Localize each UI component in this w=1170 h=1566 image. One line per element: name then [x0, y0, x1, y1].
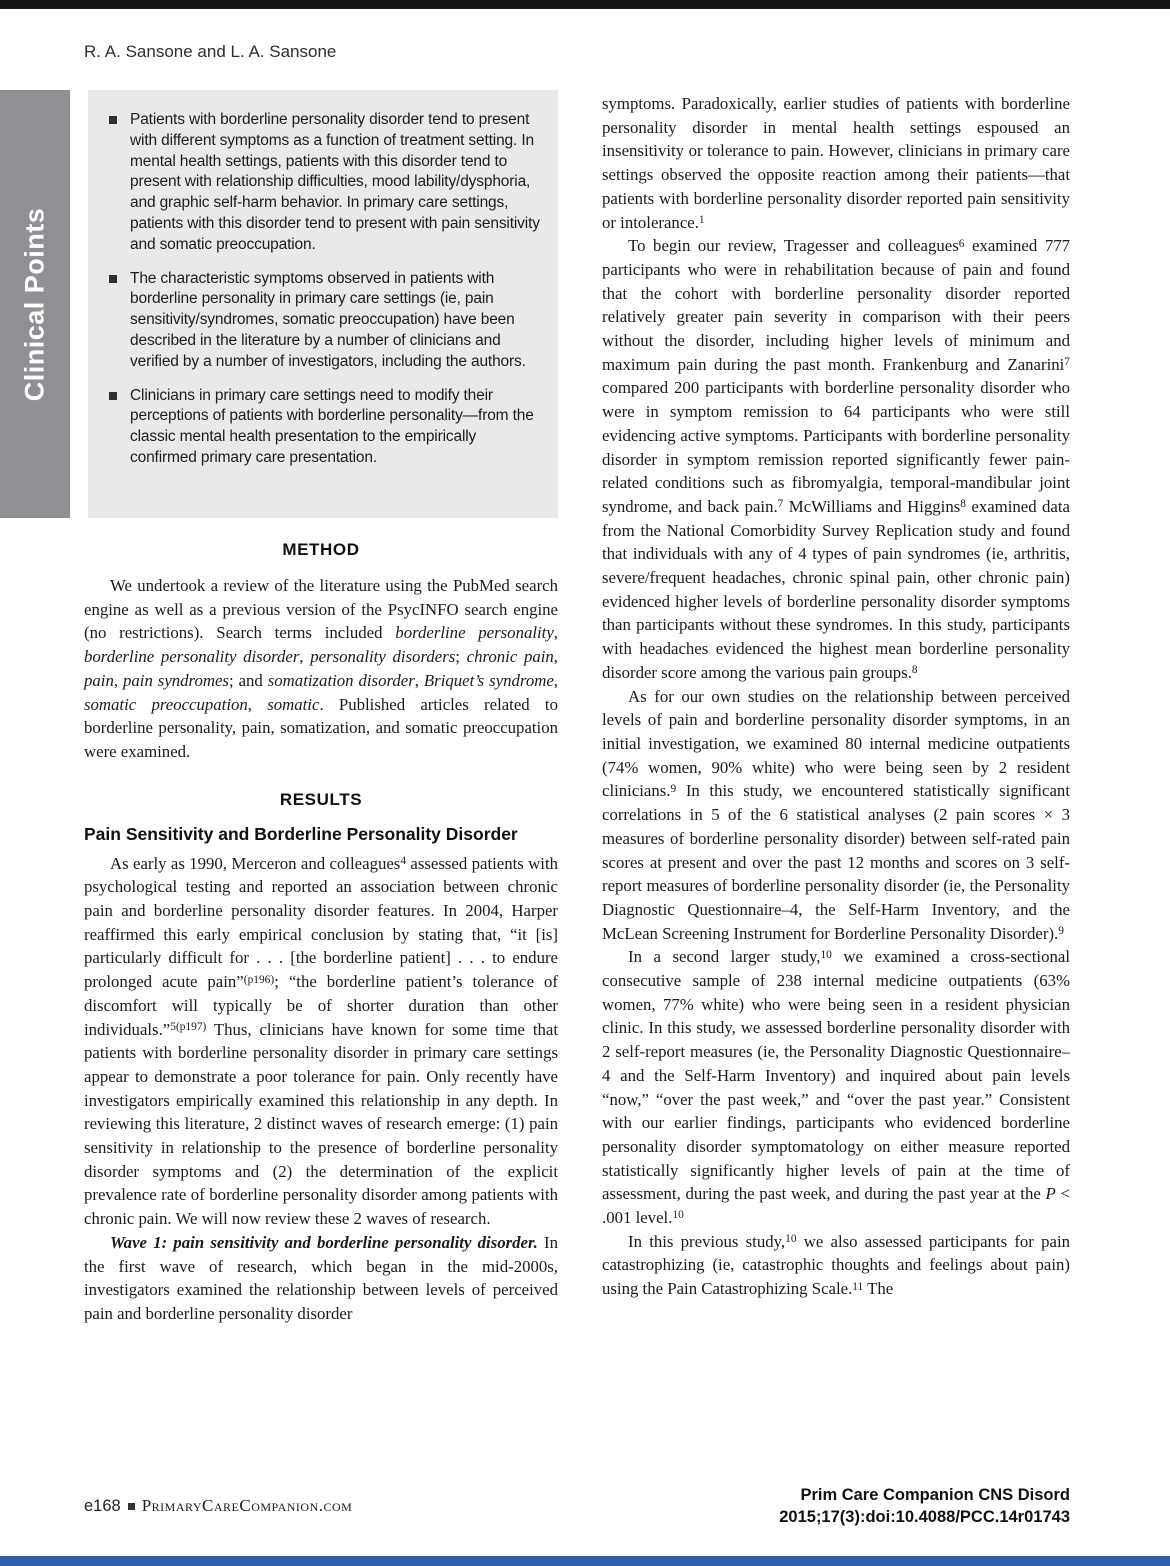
clinical-point-item — [108, 110, 540, 256]
right-paragraph-3: As for our own studies on the relationship between perceived levels of pain and borderline personality disorder symptoms, in an initial investigation, we examined 80 internal medicine outpatients (74% women, 90% white) who were being seen by 2 resident clinicians.$^9$ In this study, we encountered statistically significant correlations in 5 of the 6 statistical analyses (2 pain scores × 3 measures of borderline personality disorder) between self-rated pain scores at present and over the past 12 months and scores on 3 self-report measures of borderline personality disorder (ie, the Personality Diagnostic Questionnaire–4, the Self-Harm Inventory, and the McLean Screening Instrument for Borderline Personality Disorder).$^9$ — [602, 686, 1070, 943]
top-bar — [0, 0, 1170, 9]
right-paragraph-1: symptoms. Paradoxically, earlier studies of patients with borderline personality disorder in mental health settings espoused an insensitivity or tolerance to pain. However, clinicians in primary care settings observed the opposite reaction among their patients—that patients with borderline personality disorder reported pain sensitivity or intolerance.$^1$ — [602, 94, 1070, 232]
bullet-square-icon — [109, 116, 117, 124]
page-number: e168 — [84, 1496, 121, 1515]
clinical-point-text: Patients with borderline personality disorder tend to present with different symptoms as a function of treatment setting. In mental health settings, patients with this disorder tend to present with relationship difficulties, mood lability/dysphoria, and graphic self-harm behavior. In primary care settings, patients with this disorder tend to present with pain sensitivity and somatic preoccupation. — [130, 111, 540, 253]
clinical-point-item — [108, 386, 540, 469]
bullet-square-icon — [109, 275, 117, 283]
method-heading: METHOD — [282, 540, 360, 559]
clinical-point-text: Clinicians in primary care settings need to modify their perceptions of patients with borderline personality—from the classic mental health presentation to the empirically confirmed primary care presentation. — [130, 386, 534, 466]
clinical-points-tab — [0, 90, 70, 518]
results-subheading: Pain Sensitivity and Borderline Personality Disorder — [84, 823, 518, 844]
results-paragraph-1: As early as 1990, Merceron and colleagues$^4$ assessed patients with psychological testing and reported an association between chronic pain and borderline personality disorder features. In 2004, Harper reaffirmed this early empirical conclusion by stating that, “it [is] particularly difficult for . . . [the borderline patient] . . . to endure prolonged acute pain”$^{(p196)}$; “the borderline patient’s tolerance of discomfort will typically be of shorter duration than other individuals.”$^{5(p197)}$ Thus, clinicians have known for some time that patients with borderline personality disorder in primary care settings appear to demonstrate a poor tolerance for pain. Only recently have investigators empirically examined this relationship in any depth. In reviewing this literature, 2 distinct waves of research emerge: (1) pain sensitivity in relationship to the presence of borderline personality disorder symptoms and (2) the determination of the explicit prevalence rate of borderline personality disorder among patients with chronic pain. We will now review these 2 waves of research. — [84, 853, 559, 1229]
bullet-square-icon — [109, 392, 117, 400]
square-bullet-icon — [128, 1503, 135, 1510]
right-paragraph-5: In this previous study,$^{10}$ we also assessed participants for pain catastrophizing (ie, catastrophic thoughts and feelings about pain) using the Pain Catastrophizing Scale.$^{11}$ The — [602, 1231, 1070, 1299]
clinical-points-tab-label: Clinical Points — [19, 207, 50, 401]
footer-left — [84, 1496, 352, 1516]
clinical-points-list — [108, 110, 540, 469]
wave1-paragraph: Wave 1: pain sensitivity and borderline personality disorder. In the first wave of research, which began in the mid-2000s, investigators examined the relationship between levels of perceived pain and borderline personality disorder — [84, 1232, 558, 1323]
journal-name: Prim Care Companion CNS Disord — [800, 1486, 1070, 1504]
results-heading: RESULTS — [279, 789, 363, 809]
clinical-point-item — [108, 269, 540, 373]
clinical-point-text: The characteristic symptoms observed in patients with borderline personality in primary care settings (ie, pain sensitivity/syndromes, somatic preoccupation) have been described in the literature by a number of clinicians and verified by a number of investigators, including the authors. — [130, 269, 526, 370]
journal-citation: 2015;17(3):doi:10.4088/PCC.14r01743 — [779, 1508, 1070, 1526]
bottom-bar — [0, 1556, 1170, 1566]
right-paragraph-4: In a second larger study,$^{10}$ we examined a cross-sectional consecutive sample of 238 internal medicine outpatients (63% women, 77% white) who were being seen in a resident physician clinic. In this study, we assessed borderline personality disorder with 2 self-report measures (ie, the Personality Diagnostic Questionnaire–4 and the Self-Harm Inventory) and inquired about pain levels “now,” “over the past week,” and “over the past year.” Consistent with our earlier findings, participants who evidenced borderline personality disorder symptomatology on either measure reported statistically significantly higher levels of pain at the time of assessment, during the past week, and during the past year at the P < .001 level.$^{10}$ — [602, 947, 1070, 1228]
journal-website-link[interactable]: PrimaryCareCompanion.com — [141, 1496, 353, 1515]
running-header: R. A. Sansone and L. A. Sansone — [84, 42, 337, 61]
left-column — [84, 540, 558, 1326]
method-paragraph: We undertook a review of the literature using the PubMed search engine as well as a previous version of the PsycINFO search engine (no restrictions). Search terms included borderline personality, borderline personality disorder, personality disorders; chronic pain, pain, pain syndromes; and somatization disorder, Briquet’s syndrome, somatic preoccupation, somatic. Published articles related to borderline personality, pain, somatization, and somatic preoccupation were examined. — [84, 576, 558, 761]
right-paragraph-2: To begin our review, Tragesser and colleagues$^6$ examined 777 participants who were in rehabilitation because of pain and found that the cohort with borderline personality disorder reported relatively greater pain severity in comparison with their peers without the disorder, including higher levels of minimum and maximum pain during the past month. Frankenburg and Zanarini$^7$ compared 200 participants with borderline personality disorder who were in symptom remission to 64 participants who were still evidencing active symptoms. Participants with borderline personality disorder in symptom remission reported significantly fewer pain-related conditions such as fibromyalgia, temporal-mandibular joint syndrome, and back pain.$^7$ McWilliams and Higgins$^8$ examined data from the National Comorbidity Survey Replication study and found that individuals with any of 4 types of pain syndromes (ie, arthritis, severe/frequent headaches, chronic spinal pain, other chronic pain) evidenced higher levels of borderline personality disorder symptoms than participants without these syndromes. In this study, participants with headaches evidenced the highest mean borderline personality disorder score among the various pain groups.$^8$ — [602, 236, 1070, 682]
footer-right — [779, 1484, 1070, 1528]
right-column — [602, 92, 1070, 1478]
clinical-points-box — [88, 90, 558, 518]
